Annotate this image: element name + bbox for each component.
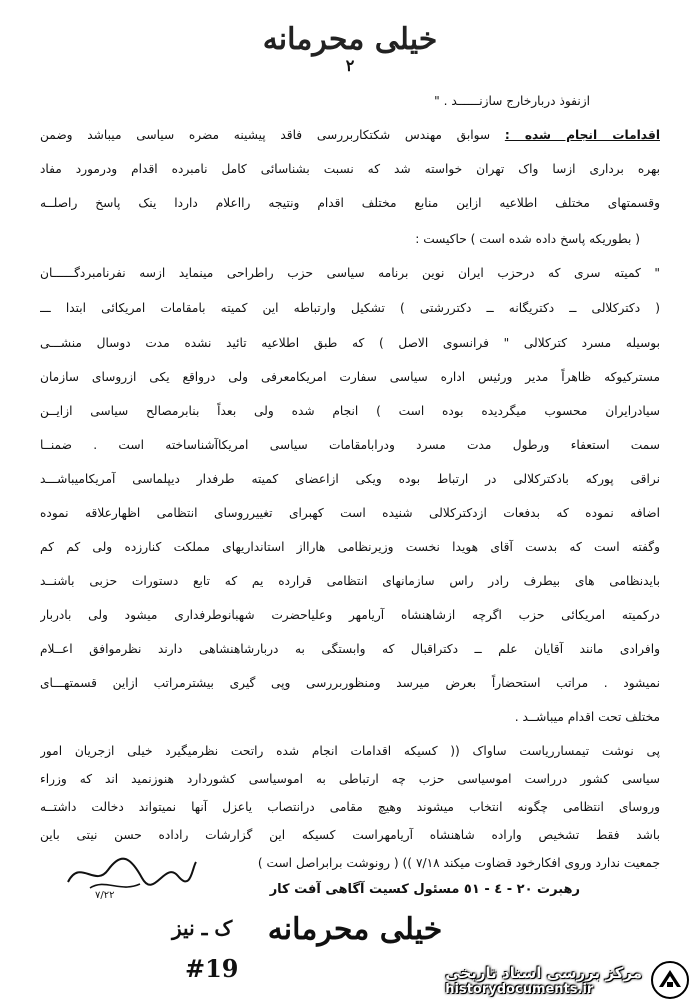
- handwritten-signature: [60, 848, 200, 898]
- footnote-line: سیاسی کشور درراست اموسیاسی حزب چه ارتباطی به اموسیاسی کشوردارد هنوزنمید اند که وزراء: [40, 772, 660, 786]
- footnote-line: وروسای انتظامی چگونه انتخاب میشوند وهیچ مقامی درانتصاب یاعزل آنها نمیتواند دخالت داشتــه: [40, 800, 660, 814]
- footnote-line: پی نوشت تیمسارریاست ساواک (( کسیکه اقدامات انجام شده راتحت نظرمیگیرد خیلی ازجریان امور: [40, 744, 660, 758]
- text-line: بهره برداری ازسا واک تهران خواسته شد که نسبت بشناسائی کامل نامبرده اقدام ودرمورد مفاد: [40, 162, 660, 176]
- archive-book-logo-icon: [650, 960, 690, 1000]
- text-line: سمت استعفاء ورطول مدت مسرد ودرابامقامات سیاسی امریکاآشناساخته است . ضمنــا: [40, 438, 660, 452]
- text-line: بوسیله مسرد کترکلالی " فرانسوی الاصل ) که طبق اطلاعیه تائید نشده مدت دوسال منشـــی: [40, 336, 660, 350]
- text-line: ( دکترکلالی ــ دکتریگانه ــ دکتررشتی ) تشکیل وارتباطه این کمیته بامقامات امریکائی ابتدا ـــ: [40, 301, 660, 315]
- text-line: اضافه نموده که بدفعات ازدکترکلالی شنیده است کهبرای تغییرروسای انتظامی اظهارعلاقه نموده: [40, 506, 660, 520]
- watermark-title: مرکز بررسی اسناد تاریخی: [445, 963, 642, 982]
- text-line: " کمیته سری که درحزب ایران نوین برنامه سیاسی حزب راطراحی مینماید ازسه نفرنامبردگــــــان: [40, 266, 660, 280]
- section-title: اقدامات انجام شده :: [504, 128, 660, 142]
- text-line: وگفته است که بدست آقای هویدا نخست وزیرنظامی هارااز استانداریهای مملکت کنارزده ولی کم کم: [40, 540, 660, 554]
- footnote-line: باشد فقط تشخیص واراده شاهنشاه آریامهراست کسیکه این گزارشات راداده حسن نیتی باین: [40, 828, 660, 842]
- classification-stamp-top: خیلی محرمانه: [262, 22, 438, 57]
- text-line: مختلف تحت اقدام میباشــد .: [514, 710, 660, 724]
- text-line: درکمیته امریکائی حزب اگرچه ازشاهنشاه آریامهر وعلیاحضرت شهبانوطرفداری میشود ولی بادربار: [40, 608, 660, 622]
- page-number: ۲: [345, 56, 355, 75]
- routing-line: رهبرت ٢٠ - ٤ - ٥١ مسئول کسیت آگاهی آفت کار: [269, 882, 580, 897]
- watermark: [400, 958, 690, 1002]
- text-line: وقسمتهای مختلف اطلاعیه ازاین منابع مختلف اقدام ونتیجه رااعلام داردا ینک پاسخ راصلــه: [40, 196, 660, 210]
- text-line: وافرادی مانند آقایان علم ــ دکتراقبال که وابستگی به دربارشاهنشاهی دارند نظرموافق اعــلام: [40, 642, 660, 656]
- archive-number: #19: [185, 954, 239, 983]
- footnote-line: جمعیت ندارد وروی افکارخود قضاوت میکند ٧/١٨ )) ( رونوشت برابراصل است ): [257, 856, 660, 870]
- section-line: [40, 126, 660, 144]
- text-line: ( بطوریکه پاسخ داده شده است ) حاکیست :: [415, 232, 640, 246]
- text-line: نراقی پورکه بادکترکلالی در ارتباط بوده ویکی ازاعضای کمیته طرفدار دیپلماسی آمریکامیباشـــد: [40, 472, 660, 486]
- bottom-mark: ک ـ نیز: [172, 916, 233, 940]
- text-line: سیادرایران محسوب میگردیده بوده است ) انجام شده ولی بعداً بنابرمصالح سیاسی ازایــن: [40, 404, 660, 418]
- text-line: بایدنظامی های بیطرف رادر راس سازمانهای انتظامی قرارده یم که تابع دستورات حزبی باشنــد: [40, 574, 660, 588]
- watermark-url[interactable]: historydocuments.ir: [445, 981, 594, 997]
- text-line: نمیشود . مراتب استحضاراً بعرض میرسد ومنظوربررسی وپی گیری بیشترمراتب ازاین قسمتهـــای: [40, 676, 660, 690]
- text-line: ازنفوذ دربارخارج سازنــــــد . ": [434, 94, 590, 108]
- section-intro: سوابق مهندس شکتکاربررسی فاقد پیشینه مضره سیاسی میباشد وضمن: [40, 128, 491, 142]
- classification-stamp-bottom: خیلی محرمانه: [267, 912, 443, 947]
- text-line: مسترکیوکه ظاهراً مدیر ورئیس اداره سیاسی سفارت امریکامعرفی ولی درواقع یکی ازروسای سازمان: [40, 370, 660, 384]
- signature-date: ۷/۲۲: [95, 890, 115, 901]
